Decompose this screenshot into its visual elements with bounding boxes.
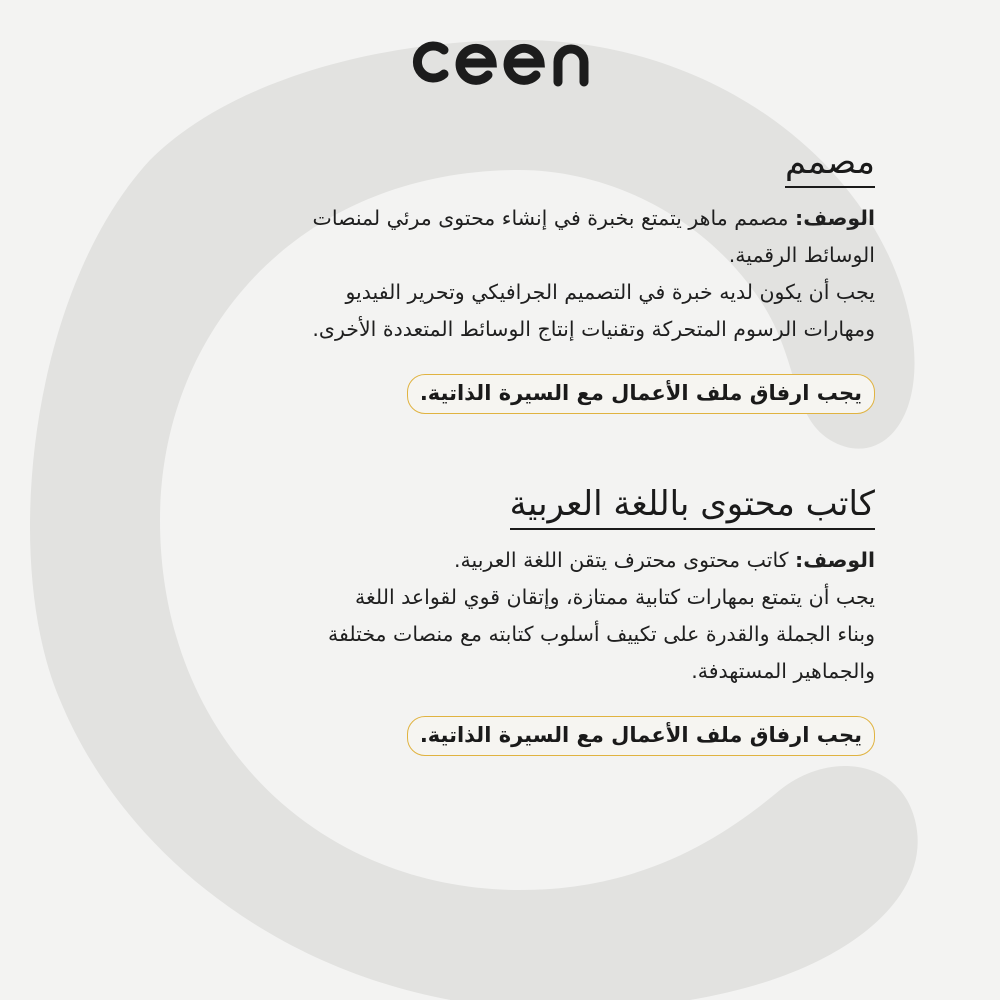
job-description (175, 542, 875, 690)
requirement-badge: يجب ارفاق ملف الأعمال مع السيرة الذاتية. (407, 716, 875, 756)
description-line: يجب أن يتمتع بمهارات كتابية ممتازة، وإتقان قوي لقواعد اللغة (355, 585, 875, 610)
job-title: كاتب محتوى باللغة العربية (510, 482, 875, 530)
job-section-content-writer (175, 482, 875, 756)
description-line: يجب أن يكون لديه خبرة في التصميم الجرافيكي وتحرير الفيديو (345, 280, 875, 305)
description-line: والجماهير المستهدفة. (691, 659, 875, 684)
description-line: ومهارات الرسوم المتحركة وتقنيات إنتاج الوسائط المتعددة الأخرى. (312, 317, 875, 342)
job-description (175, 200, 875, 348)
job-section-designer (175, 140, 875, 414)
description-label: الوصف: (795, 548, 875, 573)
description-line: وبناء الجملة والقدرة على تكييف أسلوب كتابته مع منصات مختلفة (327, 622, 875, 647)
description-line (175, 200, 875, 237)
description-line (175, 542, 875, 579)
description-text: كاتب محتوى محترف يتقن اللغة العربية. (454, 548, 789, 573)
description-label: الوصف: (795, 206, 875, 231)
description-line: الوسائط الرقمية. (728, 243, 875, 268)
description-text: مصمم ماهر يتمتع بخبرة في إنشاء محتوى مرئي لمنصات (312, 206, 789, 231)
job-title: مصمم (785, 140, 875, 188)
requirement-badge: يجب ارفاق ملف الأعمال مع السيرة الذاتية. (407, 374, 875, 414)
ceen-logo (400, 30, 600, 90)
